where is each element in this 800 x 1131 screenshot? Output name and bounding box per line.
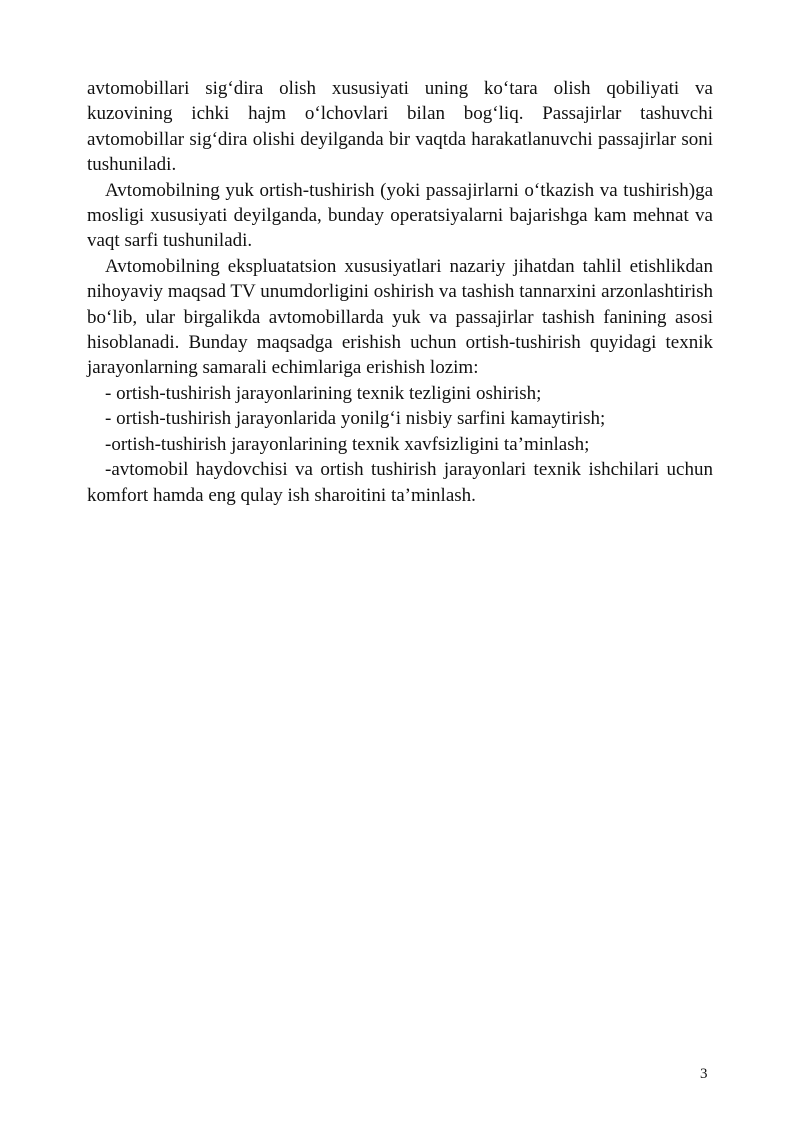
page-body xyxy=(87,76,713,508)
paragraph-loading-suitability: Avtomobilning yuk ortish-tushirish (yoki passajirlarni o‘tkazish va tushirish)ga mosligi xususiyati deyilganda, bunday operatsiyalarni bajarishga kam mehnat va vaqt sarfi tushuniladi. xyxy=(87,179,713,252)
list-item: - ortish-tushirish jarayonlarining texnik tezligini oshirish; xyxy=(105,382,542,404)
list-item: -avtomobil haydovchisi va ortish tushirish jarayonlari texnik ishchilari uchun komfort hamda eng qulay ish sharoitini ta’minlash. xyxy=(87,459,713,506)
page-number: 3 xyxy=(700,1066,708,1082)
paragraph-continuation: avtomobillari sig‘dira olish xususiyati uning ko‘tara olish qobiliyati va kuzovining ichki hajm o‘lchovlari bilan bog‘liq. Passajirlar tashuvchi avtomobillar sig‘dira olishi deyilganda bir vaqtda harakatlanuvchi passajirlar soni tushuniladi. xyxy=(87,78,713,176)
paragraph-operational-properties: Avtomobilning ekspluatatsion xususiyatlari nazariy jihatdan tahlil etishlikdan nihoyaviy maqsad TV unumdorligini oshirish va tashish tannarxini arzonlashtirish bo‘lib, ular birgalikda avtomobillarda yuk va passajirlar tashish fanining asosi hisoblanadi. Bunday maqsadga erishish uchun ortish-tushirish quyidagi texnik jarayonlarning samarali echimlariga erishish lozim: xyxy=(87,255,713,379)
list-item: - ortish-tushirish jarayonlarida yonilg‘i nisbiy sarfini kamaytirish; xyxy=(105,408,606,430)
list-item: -ortish-tushirish jarayonlarining texnik xavfsizligini ta’minlash; xyxy=(105,433,590,455)
